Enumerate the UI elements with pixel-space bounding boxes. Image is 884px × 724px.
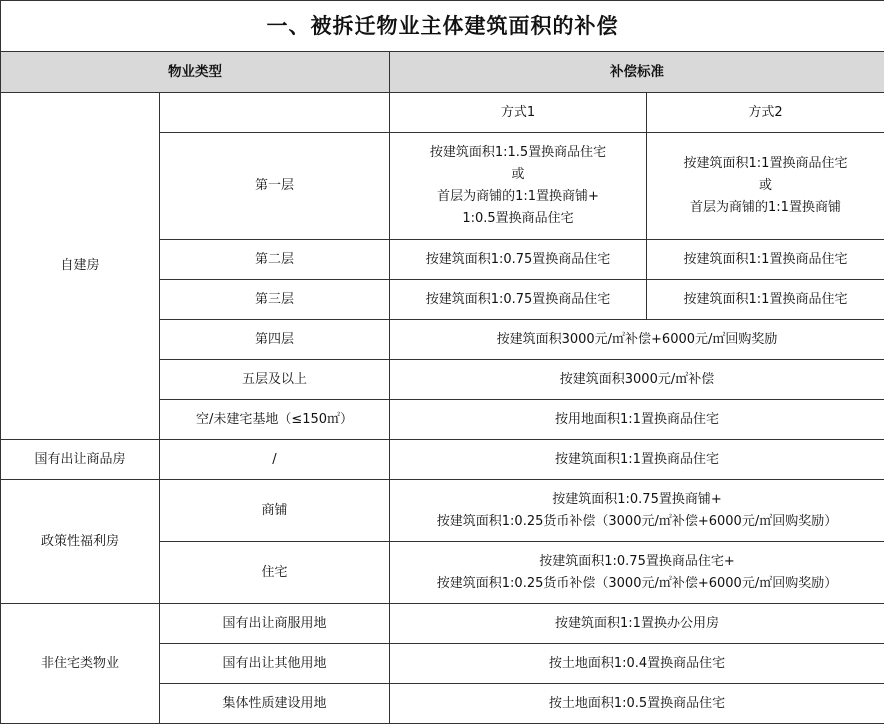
method-2-header: 方式2: [647, 93, 884, 133]
floor4-value: 按建筑面积3000元/㎡补偿+6000元/㎡回购奖励: [390, 320, 884, 360]
shop-value-line: 按建筑面积1:0.25货币补偿（3000元/㎡补偿+6000元/㎡回购奖励）: [436, 513, 838, 529]
floor1-method2-line: 首层为商铺的1:1置换商铺: [690, 200, 841, 215]
shop-value-line: 按建筑面积1:0.75置换商铺+: [552, 491, 722, 507]
row-label-commercial: 国有出让商服用地: [160, 604, 390, 644]
floor1-method1-line: 首层为商铺的1:1置换商铺+: [437, 189, 599, 204]
row-label-floor3: 第三层: [160, 280, 390, 320]
commercial-value: 按建筑面积1:1置换办公用房: [390, 604, 884, 644]
row-label-shop: 商铺: [160, 480, 390, 542]
floor1-method1-line: 或: [511, 167, 525, 182]
floor2-method2: 按建筑面积1:1置换商品住宅: [647, 240, 884, 280]
floor5-value: 按建筑面积3000元/㎡补偿: [390, 360, 884, 400]
floor1-method2: [647, 133, 884, 240]
other-value: 按土地面积1:0.4置换商品住宅: [390, 644, 884, 684]
residence-value-line: 按建筑面积1:0.25货币补偿（3000元/㎡补偿+6000元/㎡回购奖励）: [436, 575, 838, 591]
table-title: 一、被拆迁物业主体建筑面积的补偿: [1, 1, 884, 52]
row-label-collective: 集体性质建设用地: [160, 684, 390, 724]
floor2-method1: 按建筑面积1:0.75置换商品住宅: [390, 240, 647, 280]
collective-value: 按土地面积1:0.5置换商品住宅: [390, 684, 884, 724]
header-compensation-standard: 补偿标准: [390, 52, 884, 93]
state-commodity-value: 按建筑面积1:1置换商品住宅: [390, 440, 884, 480]
shop-value: [390, 480, 884, 542]
row-label-floor2: 第二层: [160, 240, 390, 280]
state-commodity-sub: /: [160, 440, 390, 480]
floor1-method2-line: 按建筑面积1:1置换商品住宅: [683, 156, 848, 171]
group-non-residential: 非住宅类物业: [1, 604, 160, 724]
floor1-method2-line: 或: [758, 178, 772, 193]
row-label-floor1: 第一层: [160, 133, 390, 240]
floor1-method1: [390, 133, 647, 240]
row-label-residence: 住宅: [160, 542, 390, 604]
residence-value: [390, 542, 884, 604]
group-self-built: 自建房: [1, 93, 160, 440]
method-header-blank: [160, 93, 390, 133]
floor3-method2: 按建筑面积1:1置换商品住宅: [647, 280, 884, 320]
empty-lot-value: 按用地面积1:1置换商品住宅: [390, 400, 884, 440]
method-1-header: 方式1: [390, 93, 647, 133]
floor1-method1-line: 按建筑面积1:1.5置换商品住宅: [429, 145, 607, 160]
group-policy-welfare: 政策性福利房: [1, 480, 160, 604]
row-label-floor4: 第四层: [160, 320, 390, 360]
row-label-other: 国有出让其他用地: [160, 644, 390, 684]
floor1-method1-line: 1:0.5置换商品住宅: [462, 211, 574, 226]
row-label-floor5: 五层及以上: [160, 360, 390, 400]
floor3-method1: 按建筑面积1:0.75置换商品住宅: [390, 280, 647, 320]
header-property-type: 物业类型: [1, 52, 390, 93]
group-state-commodity: 国有出让商品房: [1, 440, 160, 480]
residence-value-line: 按建筑面积1:0.75置换商品住宅+: [539, 553, 735, 569]
row-label-empty-lot: 空/未建宅基地（≤150㎡）: [160, 400, 390, 440]
